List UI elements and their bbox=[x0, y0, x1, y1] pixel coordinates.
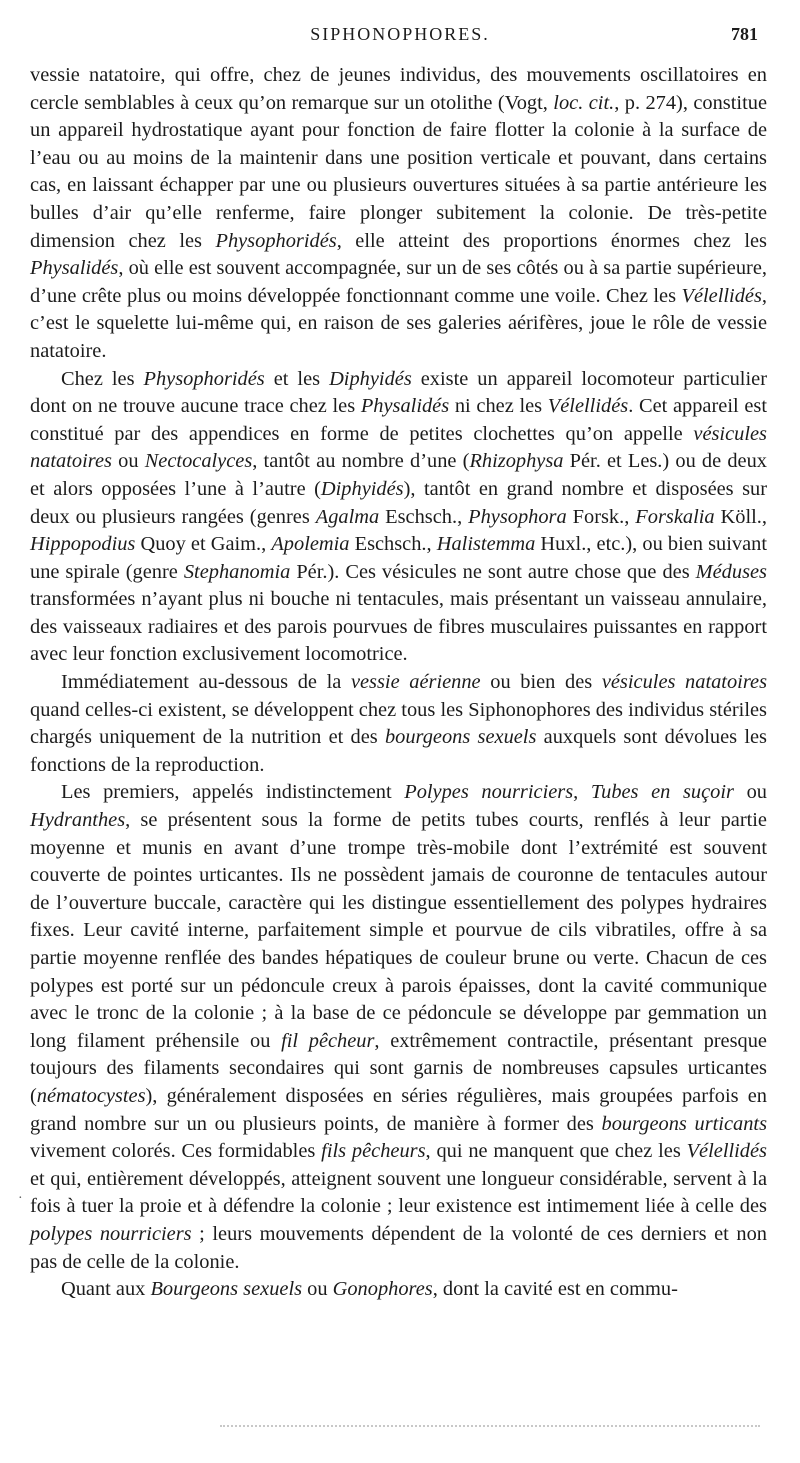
body-text bbox=[30, 62, 767, 1304]
italic-term: nématocystes bbox=[36, 1084, 146, 1107]
text-run: ou bien des bbox=[480, 671, 602, 694]
paragraph bbox=[30, 366, 767, 670]
italic-term: polypes nourriciers bbox=[30, 1222, 192, 1245]
italic-term: Méduses bbox=[695, 560, 767, 583]
italic-term: Vélellidés bbox=[547, 395, 629, 418]
italic-term: Physalidés bbox=[360, 395, 450, 418]
running-head bbox=[30, 24, 770, 54]
text-run: ou bbox=[111, 450, 145, 473]
italic-term: Vélellidés bbox=[681, 284, 762, 307]
text-run: , c’est le squelette lui-même qui, en raison de ses galeries aérifères, joue le rôle de vessie natatoire. bbox=[30, 284, 767, 362]
text-run: ), généralement disposées en séries régulières, mais groupées parfois en grand nombre sur un ou plusieurs points, de manière à former des bbox=[30, 1084, 767, 1135]
italic-term: Physophora bbox=[468, 505, 567, 528]
text-run: Les premiers, appelés indistinctement bbox=[61, 781, 405, 804]
italic-term: Forskalia bbox=[635, 505, 715, 528]
italic-term: Physalidés bbox=[30, 257, 119, 280]
text-run: ; leurs mouvements dépendent de la volonté de ces derniers et non pas de celle de la colonie. bbox=[30, 1222, 767, 1273]
text-run: , elle atteint des proportions énormes chez les bbox=[336, 229, 767, 252]
text-run: Huxl., etc.), ou bien suivant une spirale (genre bbox=[30, 533, 767, 583]
footer-rule bbox=[220, 1425, 760, 1427]
italic-term: Physophoridés bbox=[143, 367, 265, 390]
running-title: SIPHONOPHORES. bbox=[310, 24, 490, 44]
italic-term: Hippopodius bbox=[30, 533, 136, 556]
italic-term: Diphyidés bbox=[329, 367, 412, 390]
text-run: Quant aux bbox=[61, 1278, 151, 1301]
text-run: Eschsch., bbox=[379, 505, 469, 528]
text-run: ou bbox=[302, 1278, 333, 1301]
italic-term: Nectocalyces bbox=[144, 450, 253, 473]
italic-term: Diphyidés bbox=[320, 477, 404, 500]
italic-term: Physophoridés bbox=[215, 229, 337, 252]
text-run: auxquels sont dévolues les fonctions de la reproduction. bbox=[30, 726, 767, 776]
italic-term: Agalma bbox=[315, 505, 380, 528]
italic-term: bourgeons urticants bbox=[601, 1112, 768, 1135]
italic-term: Hydranthes bbox=[30, 809, 126, 832]
text-run: quand celles-ci existent, se développent chez tous les Siphonophores des individus stériles chargés uniquement de la nutrition et des bbox=[30, 698, 767, 749]
paragraph bbox=[30, 1276, 767, 1304]
italic-term: Stephanomia bbox=[183, 560, 291, 583]
italic-term: Gonophores bbox=[332, 1278, 433, 1301]
italic-term: vessie aérienne bbox=[350, 671, 481, 694]
text-run: , dont la cavité est en commu- bbox=[432, 1278, 678, 1301]
paragraph bbox=[30, 669, 767, 779]
text-run: et les bbox=[264, 367, 330, 390]
text-run: , tantôt au nombre d’une ( bbox=[252, 450, 470, 473]
text-run: Forsk., bbox=[566, 505, 636, 528]
text-run: , extrêmement contractile, présentant presque toujours des filaments secondaires qui sont garnis de nombreuses capsules urticantes ( bbox=[30, 1029, 767, 1107]
text-run: transformées n’ayant plus ni bouche ni tentacules, mais présentant un vaisseau annulaire, des vaisseaux radiaires et des parois pourvues de fibres musculaires puissantes en rapport avec leur fonction exclusivement locomotrice. bbox=[30, 588, 767, 666]
text-run: , p. 274), constitue un appareil hydrostatique ayant pour fonction de faire flotter la colonie à la surface de l’eau ou au moins de la maintenir dans une position verticale et pouvant, dans certains cas, en laissant échapper par une ou plusieurs ouvertures situées à sa partie antérieure les bulles d’air qu’elle renferme, faire plonger subitement la colonie. De très-petite dimension chez les bbox=[30, 91, 767, 252]
italic-term: vésicules natatoires bbox=[30, 422, 767, 473]
italic-term: loc. cit. bbox=[553, 91, 615, 114]
italic-term: Bourgeons sexuels bbox=[150, 1278, 303, 1301]
italic-term: vésicules natatoires bbox=[601, 671, 767, 694]
text-run: , où elle est souvent accompagnée, sur un de ses côtés ou à sa partie supérieure, d’une crête plus ou moins développée fonctionnant comme une voile. Chez les bbox=[30, 257, 767, 307]
text-run: Pér.). Ces vésicules ne sont autre chose que des bbox=[290, 560, 696, 583]
paragraph bbox=[30, 779, 767, 1276]
italic-term: fils pêcheurs bbox=[321, 1140, 426, 1163]
text-run: . Cet appareil est constitué par des appendices en forme de petites clochettes qu’on appelle bbox=[30, 395, 767, 445]
text-run: , bbox=[573, 781, 591, 804]
text-run: Chez les bbox=[61, 367, 144, 390]
text-run: ni chez les bbox=[449, 395, 548, 418]
text-run: vivement colorés. Ces formidables bbox=[30, 1140, 322, 1163]
text-run: Immédiatement au-dessous de la bbox=[61, 671, 351, 694]
text-run: Köll., bbox=[714, 505, 768, 528]
italic-term: bourgeons sexuels bbox=[384, 726, 537, 749]
italic-term: Vélellidés bbox=[686, 1140, 767, 1163]
text-run: , qui ne manquent que chez les bbox=[425, 1140, 687, 1163]
italic-term: Halistemma bbox=[436, 533, 536, 556]
italic-term: Apolemia bbox=[271, 533, 350, 556]
paragraph bbox=[30, 62, 767, 366]
text-run: et qui, entièrement développés, atteignent souvent une longueur considérable, servent à la fois à tuer la proie et à défendre la colonie ; leur existence est intimement liée à celle des bbox=[30, 1167, 767, 1218]
margin-mark: · bbox=[18, 1191, 23, 1206]
italic-term: Polypes nourriciers bbox=[404, 781, 574, 804]
italic-term: Rhizophysa bbox=[469, 450, 564, 473]
text-run: ), tantôt en grand nombre et disposées sur deux ou plusieurs rangées (genres bbox=[30, 477, 767, 528]
text-run: existe un appareil locomoteur particulier dont on ne trouve aucune trace chez les bbox=[30, 367, 767, 418]
text-run: Pér. et Les.) ou de deux et alors opposées l’une à l’autre ( bbox=[30, 450, 767, 500]
text-run: ou bbox=[733, 781, 767, 804]
italic-term: fil pêcheur bbox=[281, 1029, 375, 1052]
text-run: , se présentent sous la forme de petits tubes courts, renflés à leur partie moyenne et munis en avant d’une trompe très-mobile dont l’extrémité est souvent couverte de pointes urticantes. Ils ne possèdent jamais de couronne de tentacules autour de l’ouverture buccale, caractère qui les distingue essentiellement des polypes hydraires fixes. Leur cavité interne, parfaitement simple et pourvue de cils vibratiles, offre à sa partie moyenne renflée des bandes hépatiques de couleur brune ou verte. Chacun de ces polypes est porté sur un pédoncule creux à parois épaisses, dont la cavité communique avec le tronc de la colonie ; à la base de ce pédoncule se développe par gemmation un long filament préhensile ou bbox=[30, 809, 767, 1052]
page-number: 781 bbox=[731, 24, 758, 44]
italic-term: Tubes en suçoir bbox=[590, 781, 734, 804]
text-run: Eschsch., bbox=[349, 533, 437, 556]
text-run: vessie natatoire, qui offre, chez de jeunes individus, des mouvements oscillatoires en cercle semblables à ceux qu’on remarque sur un otolithe (Vogt, bbox=[30, 64, 767, 114]
text-run: Quoy et Gaim., bbox=[135, 533, 272, 556]
